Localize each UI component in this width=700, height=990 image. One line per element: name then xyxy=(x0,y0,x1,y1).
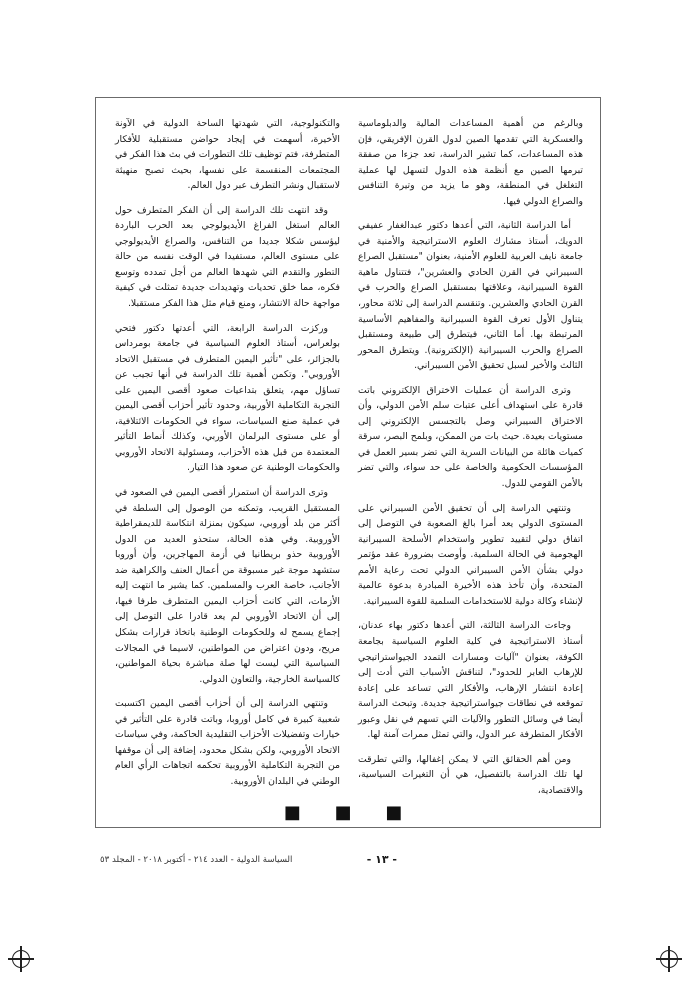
end-of-article-marks: ■ ■ ■ xyxy=(283,802,417,823)
left-column xyxy=(115,116,340,798)
paragraph: وبالرغم من أهمية المساعدات المالية والدبلوماسية والعسكرية التي تقدمها الصين لدول القرن الإفريقي، فإن هذه المساعدات، كما تشير الدراسة، تعد جزءا من صفقة تبرمها الصين مع أنظمة هذه الدول لتسهل لها عملية التغلغل في المنطقة، وهو ما يزيد من وتيرة التنافس والصراع الدولي فيها. xyxy=(358,118,583,207)
right-column xyxy=(358,116,583,807)
paragraph: وقد انتهت تلك الدراسة إلى أن الفكر المتطرف حول العالم استغل الفراغ الأيديولوجي بعد الحرب الباردة ليؤسس شكلا جديدا من التنافس، والصراع الأيديولوجي على مستوى العالم، مستفيدا في الوقت نفسه من حالة التطور والتقدم التي شهدها العالم من أجل تمدده وتوسع فكره، مما خلق تحديات وتهديدات جديدة تمثلت في كيفية مواجهة حالة الانتشار، ومنع قيام مثل هذا الفكر مستقبلا. xyxy=(115,204,340,310)
paragraph: أما الدراسة الثانية، التي أعدها دكتور عبدالغفار عفيفي الدويك، أستاذ مشارك العلوم الاستراتيجية والأمنية في جامعة نايف العربية للعلوم الأمنية، بعنوان "مستقبل الصراع السيبراني في القرن الحادي والعشرين"، فتتناول ماهية القوة السيبرانية، وعلاقتها بمستقبل الصراع والحرب في القرن الحادي والعشرين. وتنقسم الدراسة إلى ثلاثة محاور، يتناول الأول تعرف القوة السيبرانية والمفاهيم الأساسية المرتبطة بها. أما الثاني، فيتطرق إلى طبيعة ومستقبل الصراع والحرب السيبرانية (الإلكترونية). ويتطرق المحور الثالث والأخير لسبل تحقيق الأمن السيبراني. xyxy=(358,220,583,372)
running-head: السياسة الدولية - العدد ٢١٤ - أكتوبر ٢٠١٨ - المجلد ٥٣ xyxy=(100,855,293,865)
paragraph: وترى الدراسة أن عمليات الاختراق الإلكتروني باتت قادرة على استهداف أعلى عتبات سلم الأمن الدولي، وأن الاختراق السيبراني وصل بالتجسس الإلكتروني إلى مستويات بعيدة. حيث بات من الممكن، وبلمح البصر، سرقة كميات هائلة من البيانات السرية التي تضر بسير العمل في المؤسسات الحكومية والخاصة على حد سواء، والتي تضر بالأمن القومي للدول. xyxy=(358,384,583,490)
page-footer xyxy=(80,855,620,871)
paragraph: وتنتهي الدراسة إلى أن تحقيق الأمن السيبراني على المستوى الدولي يعد أمرا بالغ الصعوبة في التوصل إلى اتفاق دولي لتقييد تطوير واستخدام الأسلحة السيبرانية الهجومية في الحالة السلمية. وأوصت بضرورة عقد مؤتمر دولي بشأن الأمن السيبراني الدولي تحت رعاية الأمم المتحدة، وأن تأخذ هذه الأخيرة المبادرة بدعوة عالمية لإنشاء وكالة دولية للاستخدامات السلمية للقوة السيبرانية. xyxy=(358,502,583,607)
paragraph: وركزت الدراسة الرابعة، التي أعدتها دكتور فتحي بولعراس، أستاذ العلوم السياسية في جامعة بومرداس بالجزائر، على "تأثير اليمين المتطرف في مستقبل الاتحاد الأوروبي". وتكمن أهمية تلك الدراسة في أنها تجيب عن تساؤل مهم، يتعلق بتداعيات صعود أقصى اليمين على التجربة التكاملية الأوربية، وحدود تأثير أحزاب أقصى اليمين في عملية صنع السياسات، سواء في الحكومات الائتلافية، أو على مستوى البرلمان الأوربي، وكذلك أنماط التأثير المعتمدة من قبل هذه الأحزاب، ومسئولية الاتحاد الأوروبي والحكومات الوطنية عن صعود هذا التيار. xyxy=(115,322,340,474)
registration-mark-icon xyxy=(660,950,678,968)
paragraph: وتنتهي الدراسة إلى أن أحزاب أقصى اليمين اكتسبت شعبية كبيرة في كامل أوروبا، وباتت قادرة على التأثير في خيارات وتفضيلات الأحزاب التقليدية الحاكمة، وفي سياسات الاتحاد الأوروبي، ولكن بشكل محدود، إضافة إلى أن موقفها من التجربة التكاملية الأوروبية تحكمه اتجاهات الرأي العام الوطني في البلدان الأوروبية. xyxy=(115,698,340,787)
paragraph: وجاءت الدراسة الثالثة، التي أعدها دكتور بهاء عدنان، أستاذ الاستراتيجية في كلية العلوم السياسية بجامعة الكوفة، بعنوان "آليات ومسارات التمدد الجيواستراتيجي للإرهاب العابر للحدود"، لتناقش الأسباب التي أدت إلى إعادة انتشار الإرهاب، والأفكار التي تساعد على إعادة تموقعه في نطاقات جيواستراتيجية جديدة. وتبحث الدراسة أيضا في وسائل التطور والآليات التي تسهم في نقل وعبور الأفكار المتطرفة عبر الدول، والتي تمثل ممرات آمنة لها. xyxy=(358,620,583,741)
paragraph: ومن أهم الحقائق التي لا يمكن إغفالها، والتي تطرقت لها تلك الدراسة بالتفصيل، هي أن التغيرات السياسية، والاقتصادية، xyxy=(358,753,583,796)
registration-mark-icon xyxy=(12,950,30,968)
paragraph: وترى الدراسة أن استمرار أقصى اليمين في الصعود في المستقبل القريب، وتمكنه من الوصول إلى السلطة في أكثر من بلد أوروبي، سيكون بمنزلة انتكاسة للديمقراطية الأوروبية. وفي هذه الحالة، ستحذو العديد من الدول الأوروبية حذو بريطانيا في أزمة المهاجرين، وأن أوروبا ستشهد موجة غير مسبوقة من أعمال العنف والكراهية ضد الأجانب، خاصة العرب والمسلمين. كما يشير ما انتهت إليه الأزمات، التي كانت أحزاب اليمين المتطرف طرفا فيها، إلى أن الاتحاد الأوروبي لم يعد قادرا على التوصل إلى إجماع يسمح له وللحكومات الوطنية باتخاذ قرارات بشكل مريح، ودون اعتراض من المواطنين، لاسيما في المجالات السياسية التي ليست لها صلة مباشرة بحياة المواطنين، كالسياسة الخارجية، والتعاون الدولي. xyxy=(115,487,340,685)
paragraph: والتكنولوجية، التي شهدتها الساحة الدولية في الآونة الأخيرة، أسهمت في إيجاد حواضن مستقبلية للأفكار المتطرفة، فتم توظيف تلك التطورات في بث هذا الفكر في المجتمعات المنقسمة على نفسها، بحيث تصبح منهيئة لاستقبال ونشر التطرف عبر دول العالم. xyxy=(115,118,340,192)
page-number: - ١٣ - xyxy=(366,853,397,866)
